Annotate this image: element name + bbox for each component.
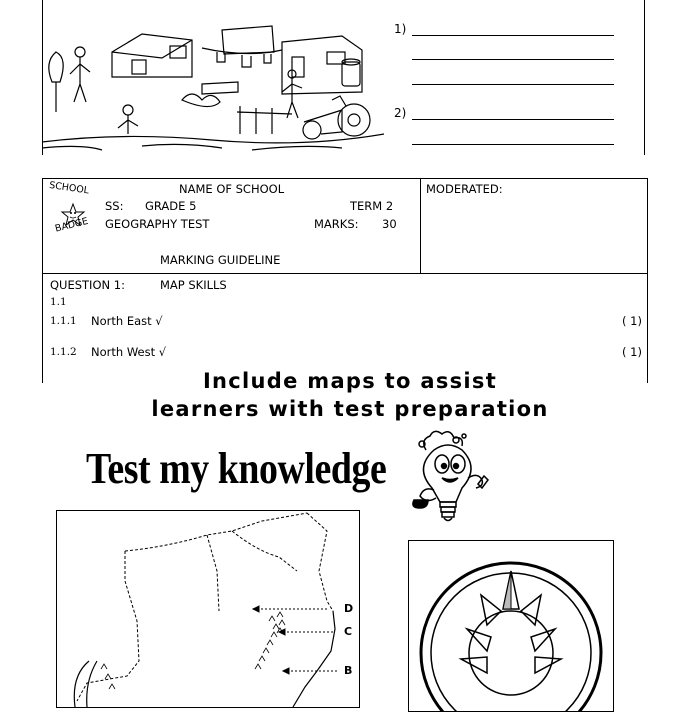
item-mark: ( 1): [622, 345, 642, 359]
marking-guideline-title: MARKING GUIDELINE: [160, 253, 281, 267]
header-divider: [420, 178, 421, 274]
question-item-main: 1.1: [50, 296, 67, 308]
header-bottom-rule: [42, 273, 648, 274]
compass-rose-box: [408, 540, 614, 712]
answer-line[interactable]: [412, 59, 614, 60]
test-name: GEOGRAPHY TEST: [105, 217, 210, 231]
item-number: 1.1.2: [50, 346, 77, 358]
section-title: MAP SKILLS: [160, 278, 227, 292]
item-answer: North East √: [91, 314, 163, 328]
compass-rose-icon: [409, 541, 613, 711]
badge-text-bottom: BADGE: [54, 215, 90, 235]
map-label-c: C: [344, 625, 353, 638]
answer-line[interactable]: [412, 35, 614, 36]
map-outline: [57, 511, 359, 707]
promo-line-1: Include maps to assist: [202, 369, 498, 393]
answer-line[interactable]: [412, 119, 614, 120]
school-name: NAME OF SCHOOL: [179, 182, 285, 196]
test-heading: Test my knowledge: [86, 444, 387, 493]
answer-number-2: 2): [394, 106, 407, 120]
item-number: 1.1.1: [50, 315, 77, 327]
map-label-d: D: [344, 602, 354, 615]
answer-line[interactable]: [412, 84, 614, 85]
item-answer: North West √: [91, 345, 167, 359]
promo-line-2: learners with test preparation: [151, 397, 549, 421]
subject-label: SS:: [105, 199, 124, 213]
marks-value: 30: [382, 217, 397, 231]
answer-line[interactable]: [412, 144, 614, 145]
badge-text-top: SCHOOL: [48, 180, 90, 197]
question-label: QUESTION 1:: [50, 278, 125, 292]
worksheet-preview-top: [0, 0, 700, 160]
grade: GRADE 5: [145, 199, 197, 213]
item-mark: ( 1): [622, 314, 642, 328]
term: TERM 2: [350, 199, 394, 213]
map-label-b: B: [344, 664, 353, 677]
lightbulb-mascot-icon: [404, 428, 500, 532]
moderated-label: MODERATED:: [426, 182, 503, 196]
answer-number-1: 1): [394, 22, 407, 36]
map-of-south-africa: [56, 510, 360, 708]
marks-label: MARKS:: [314, 217, 359, 231]
township-illustration: [42, 22, 384, 154]
